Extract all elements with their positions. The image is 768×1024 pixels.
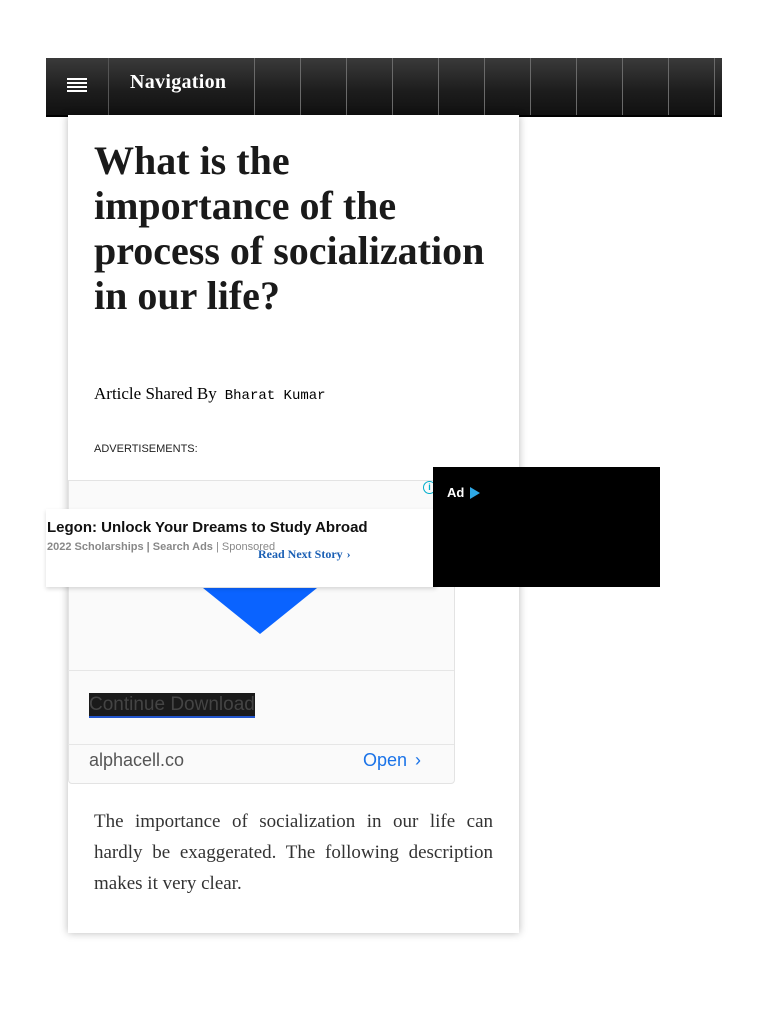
nav-divider bbox=[254, 58, 255, 115]
navigation-bar bbox=[46, 58, 722, 117]
sponsored-title[interactable]: Legon: Unlock Your Dreams to Study Abroad bbox=[47, 519, 368, 536]
nav-divider bbox=[714, 58, 715, 115]
nav-divider bbox=[438, 58, 439, 115]
nav-divider bbox=[346, 58, 347, 115]
nav-divider bbox=[576, 58, 577, 115]
nav-divider bbox=[530, 58, 531, 115]
menu-button[interactable] bbox=[46, 58, 109, 115]
ad-divider bbox=[68, 670, 454, 671]
sponsored-subtitle bbox=[47, 541, 276, 553]
chevron-right-icon: › bbox=[346, 547, 351, 561]
download-arrow-icon[interactable] bbox=[203, 588, 317, 634]
ad-domain: alphacell.co bbox=[89, 750, 185, 770]
byline bbox=[94, 384, 326, 404]
nav-divider bbox=[622, 58, 623, 115]
nav-divider bbox=[484, 58, 485, 115]
read-next-story-link[interactable] bbox=[258, 547, 351, 562]
nav-divider bbox=[668, 58, 669, 115]
video-ad[interactable] bbox=[433, 467, 660, 587]
author-name[interactable]: Bharat Kumar bbox=[224, 388, 326, 404]
ad-open-label: Open bbox=[363, 750, 408, 770]
nav-title[interactable]: Navigation bbox=[130, 71, 227, 93]
nav-divider bbox=[392, 58, 393, 115]
continue-download-button[interactable]: Continue Download bbox=[89, 693, 255, 718]
advertisements-label: ADVERTISEMENTS: bbox=[94, 443, 198, 455]
byline-prefix: Article Shared By bbox=[94, 384, 217, 403]
sponsored-source: 2022 Scholarships | Search Ads bbox=[47, 541, 213, 553]
ad-open-button[interactable] bbox=[363, 750, 421, 771]
article-body: The importance of socialization in our life can hardly be exaggerated. The following description makes it very clear. bbox=[94, 811, 493, 894]
sponsored-tag: | Sponsored bbox=[212, 541, 276, 553]
ad-label: Ad bbox=[447, 485, 465, 500]
nav-divider bbox=[300, 58, 301, 115]
chevron-right-icon: › bbox=[415, 750, 422, 770]
play-icon[interactable] bbox=[470, 487, 480, 499]
info-icon[interactable]: i bbox=[423, 481, 436, 494]
article-title: What is the importance of the process of socialization in our life? bbox=[94, 138, 485, 318]
read-next-label: Read Next Story bbox=[258, 547, 343, 561]
ad-divider bbox=[68, 744, 454, 745]
hamburger-icon bbox=[67, 78, 87, 94]
